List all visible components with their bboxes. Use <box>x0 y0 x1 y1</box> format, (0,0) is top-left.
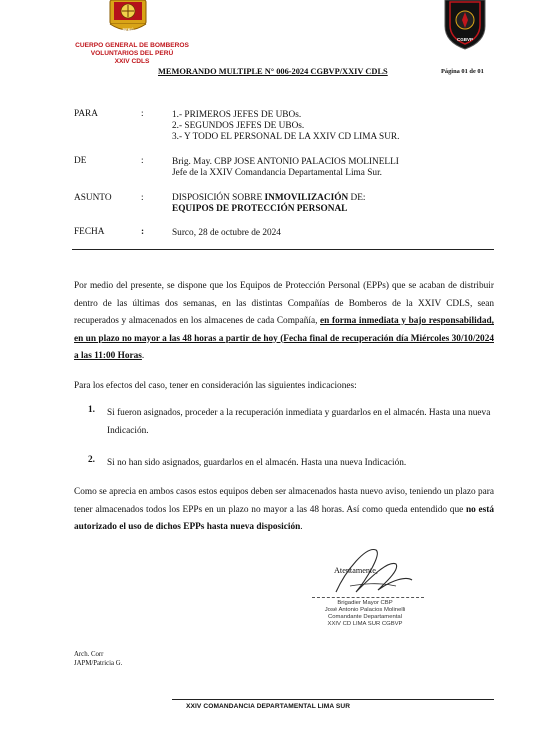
list-item: Si no han sido asignados, guardarlos en el almacén. Hasta una nueva Indicación. <box>107 458 407 468</box>
archive-note: Arch. Corr <box>74 651 104 658</box>
stamp-line: XXIV CD LIMA SUR CGBVP <box>327 621 403 627</box>
org-line: XXIV CDLS <box>114 58 150 65</box>
initials-note: JAPM/Patricia G. <box>74 660 123 667</box>
memo-title: MEMORANDO MULTIPLE N° 006-2024 CGBVP/XXIV CDLS <box>158 67 388 76</box>
fecha-value: Surco, 28 de octubre de 2024 <box>172 228 281 238</box>
org-line: CUERPO GENERAL DE BOMBEROS <box>75 42 189 49</box>
footer-rule <box>172 699 494 700</box>
para-colon: : <box>141 109 144 119</box>
org-line: VOLUNTARIOS DEL PERÚ <box>90 50 174 57</box>
organization-name <box>72 42 192 66</box>
para-label: PARA <box>74 109 98 119</box>
asunto-subject <box>172 193 365 215</box>
subject-line-1: DISPOSICIÓN SOBRE INMOVILIZACIÓN DE: <box>172 193 366 203</box>
fecha-label: FECHA <box>74 227 105 237</box>
list-item-number: 1. <box>88 405 95 415</box>
sender-line: Brig. May. CBP JOSE ANTONIO PALACIOS MOLINELLI <box>172 157 399 167</box>
signature-stamp <box>300 600 430 628</box>
closing: Atentamente, <box>334 566 378 575</box>
signature-line <box>312 597 424 598</box>
body-paragraph-1: Por medio del presente, se dispone que los Equipos de Protección Personal (EPPs) que se acaban de distribuir dentro de las últimas dos semanas, en las distintas Compañías de Bomberos de la XXIV CDLS, sean recuperados y almacenados en los almacenes de cada Compañía, en forma inmediata y bajo responsabilidad, en un plazo no mayor a las 48 horas a partir de hoy (Fecha final de recuperación día Miércoles 30/10/2024 a las 11:00 Horas. <box>74 281 494 361</box>
handwritten-signature <box>326 540 416 600</box>
body-paragraph-2: Para los efectos del caso, tener en consideración las siguientes indicaciones: <box>74 381 357 391</box>
de-colon: : <box>141 156 144 166</box>
cgbvp-left-logo <box>106 0 150 38</box>
header-divider <box>72 249 494 250</box>
right-logo-text: CGBVP <box>456 37 474 42</box>
para-recipients <box>172 110 399 143</box>
recipient-line: 3.- Y TODO EL PERSONAL DE LA XXIV CD LIMA SUR. <box>172 132 400 142</box>
recipient-line: 1.- PRIMEROS JEFES DE UBOs. <box>172 110 302 120</box>
de-sender <box>172 157 399 179</box>
left-logo-text: PERÚ <box>122 27 134 32</box>
footer-text: XXIV COMANDANCIA DEPARTAMENTAL LIMA SUR <box>186 703 351 710</box>
subject-line-2: EQUIPOS DE PROTECCIÓN PERSONAL <box>172 204 348 214</box>
list-item-number: 2. <box>88 455 95 465</box>
asunto-label: ASUNTO <box>74 193 112 203</box>
stamp-line: Brigadier Mayor CBP <box>337 600 393 606</box>
fecha-colon: : <box>141 227 145 237</box>
stamp-line: Comandante Departamental <box>327 614 402 620</box>
sender-line: Jefe de la XXIV Comandancia Departamental Lima Sur. <box>172 168 382 178</box>
page-number: Página 01 de 01 <box>441 68 484 75</box>
body-paragraph-3: Como se aprecia en ambos casos estos equipos deben ser almacenados hasta nuevo aviso, teniendo un plazo para tener almacenados todos los EPPs en un plazo no mayor a las 48 horas. Así como queda entendido que no está autorizado el uso de dichos EPPs hasta nueva disposición. <box>74 487 494 532</box>
list-item: Si fueron asignados, proceder a la recuperación inmediata y guardarlos en el almacén. Hasta una nueva Indicación. <box>107 408 491 436</box>
stamp-line: José Antonio Palacios Molinelli <box>324 607 406 613</box>
recipient-line: 2.- SEGUNDOS JEFES DE UBOs. <box>172 121 305 131</box>
cgbvp-right-logo <box>442 0 488 50</box>
asunto-colon: : <box>141 193 144 203</box>
de-label: DE <box>74 156 87 166</box>
